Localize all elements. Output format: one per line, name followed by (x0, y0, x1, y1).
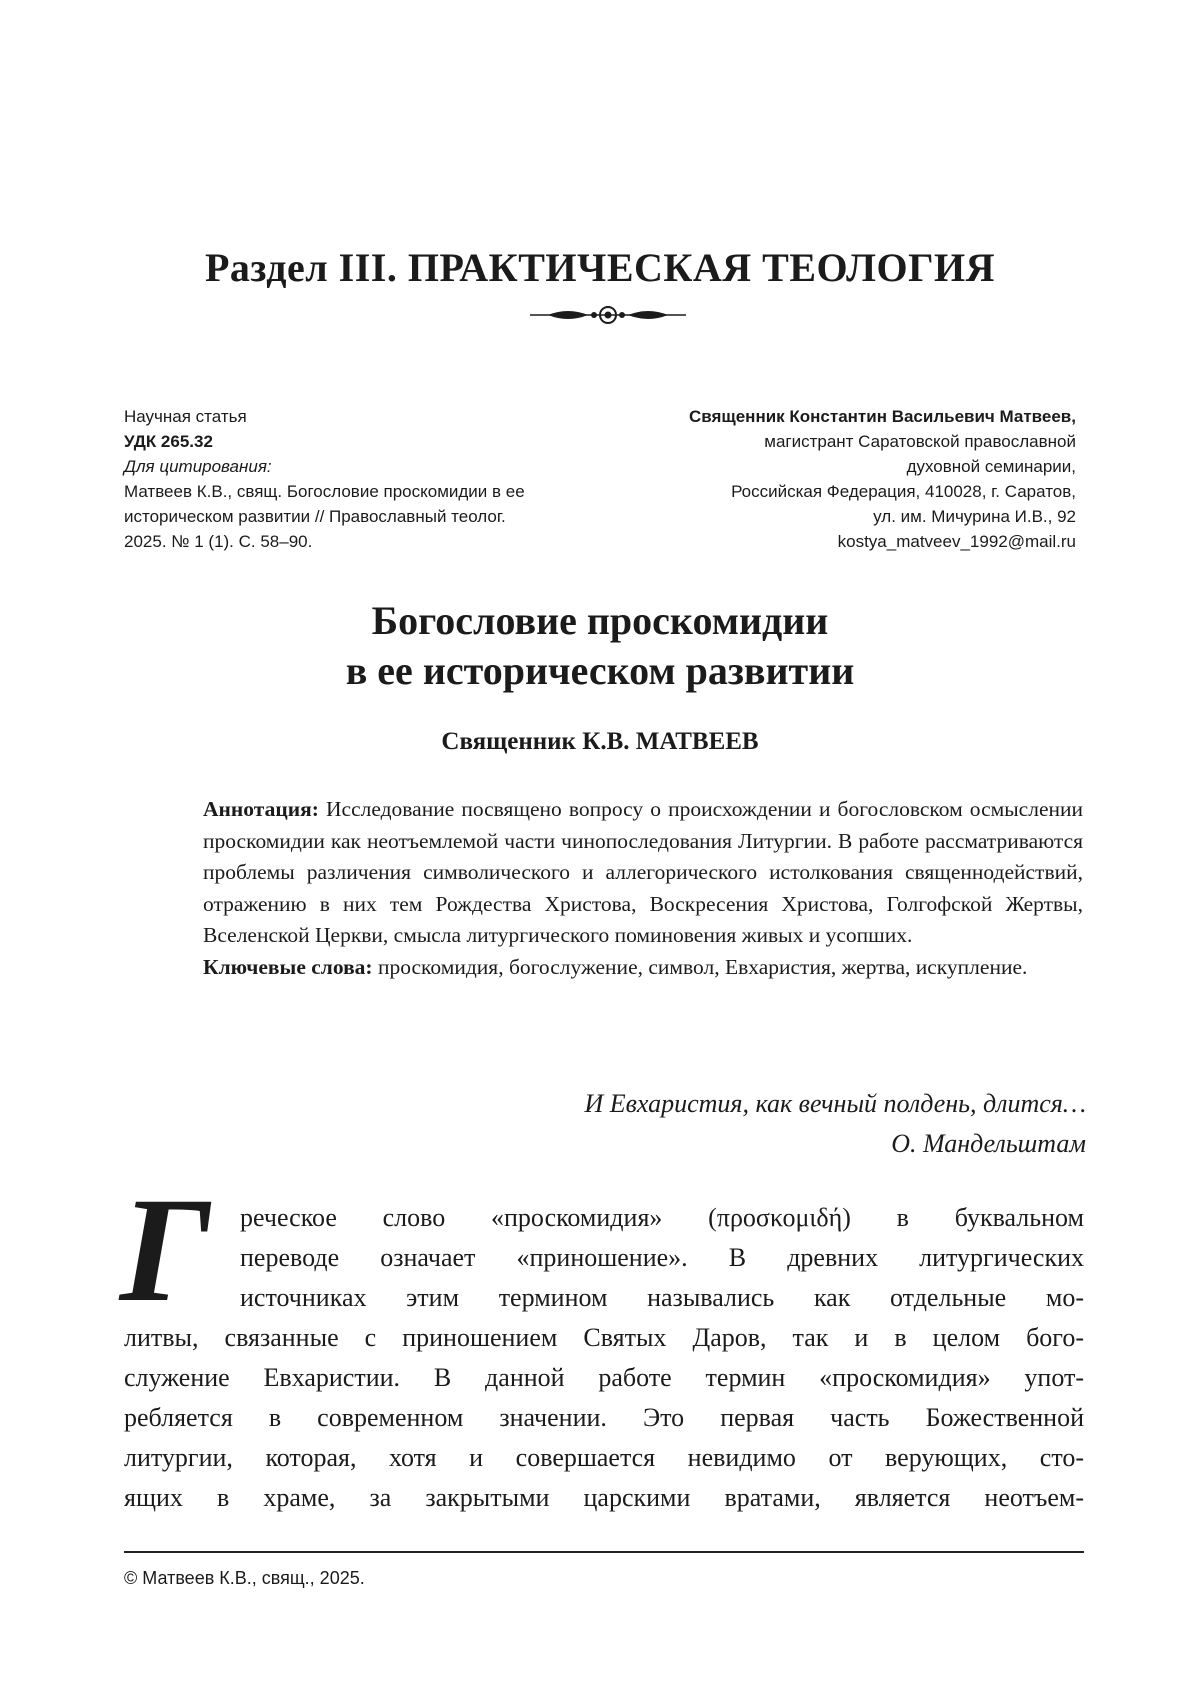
abstract (203, 794, 1083, 983)
footnote-divider (124, 1551, 1084, 1553)
article-type: Научная статья (124, 407, 247, 426)
author-address: ул. им. Мичурина И.В., 92 (873, 507, 1076, 526)
citation-line: 2025. № 1 (1). С. 58–90. (124, 532, 313, 551)
ornament-divider-icon (528, 302, 688, 328)
keywords-text: проскомидия, богослужение, символ, Евхаристия, жертва, искупление. (372, 954, 1028, 979)
abstract-paragraph (203, 794, 1083, 952)
article-title-line: Богословие проскомидии (371, 598, 829, 643)
body-line: литургии, которая, хотя и совершается невидимо от верующих, сто- (124, 1443, 1084, 1472)
abstract-label: Аннотация: (203, 797, 319, 821)
author-affiliation: духовной семинарии, (906, 457, 1076, 476)
citation-label: Для цитирования: (124, 457, 272, 476)
body-line: ящих в храме, за закрытыми царскими вратами, является неотъем- (124, 1483, 1084, 1512)
section-title: Раздел III. ПРАКТИЧЕСКАЯ ТЕОЛОГИЯ (204, 245, 996, 290)
body-line: реческое слово «проскомидия» (προσκομιδή) в буквальном (240, 1203, 1084, 1232)
article-title-line: в ее историческом развитии (345, 648, 855, 693)
citation-line: историческом развитии // Православный теолог. (124, 507, 506, 526)
keywords-label: Ключевые слова: (203, 954, 373, 979)
drop-cap-letter: Г (120, 1188, 211, 1312)
udk-code: УДК 265.32 (124, 432, 213, 451)
author-email: kostya_matveev_1992@mail.ru (837, 532, 1076, 551)
epigraph-quote: И Евхаристия, как вечный полдень, длится… (584, 1089, 1086, 1118)
author-info-block (576, 404, 1076, 554)
author-address: Российская Федерация, 410028, г. Саратов, (731, 482, 1076, 501)
body-line: служение Евхаристии. В данной работе термин «проскомидия» упот- (124, 1363, 1084, 1392)
byline: Священник К.В. МАТВЕЕВ (441, 728, 759, 755)
citation-block (124, 404, 604, 554)
copyright-notice: © Матвеев К.В., свящ., 2025. (124, 1568, 365, 1588)
body-line: переводе означает «приношение». В древних литургических (240, 1243, 1084, 1272)
author-full-name: Священник Константин Васильевич Матвеев, (688, 407, 1076, 426)
keywords-paragraph (203, 952, 1083, 984)
body-line: ребляется в современном значении. Это первая часть Божественной (124, 1403, 1084, 1432)
epigraph-author: О. Мандельштам (891, 1129, 1086, 1158)
body-line: литвы, связанные с приношением Святых Даров, так и в целом бого- (124, 1323, 1084, 1352)
epigraph (386, 1084, 1086, 1164)
article-title (0, 596, 1200, 696)
citation-line: Матвеев К.В., свящ. Богословие проскомидии в ее (124, 482, 525, 501)
body-text (124, 1198, 1084, 1518)
body-line: источниках этим термином назывались как отдельные мо- (240, 1283, 1084, 1312)
abstract-text: Исследование посвящено вопросу о происхождении и богословском осмыслении проскомидии как неотъемлемой части чинопоследования Литургии. В работе рассматриваются проблемы различения символического и аллегорического истолкования священнодействий, отражению в них тем Рождества Христова, Воскресения Христова, Голгофской Жертвы, Вселенской Церкви, смысла литургического поминовения живых и усопших. (203, 797, 1083, 947)
author-affiliation: магистрант Саратовской православной (764, 432, 1076, 451)
